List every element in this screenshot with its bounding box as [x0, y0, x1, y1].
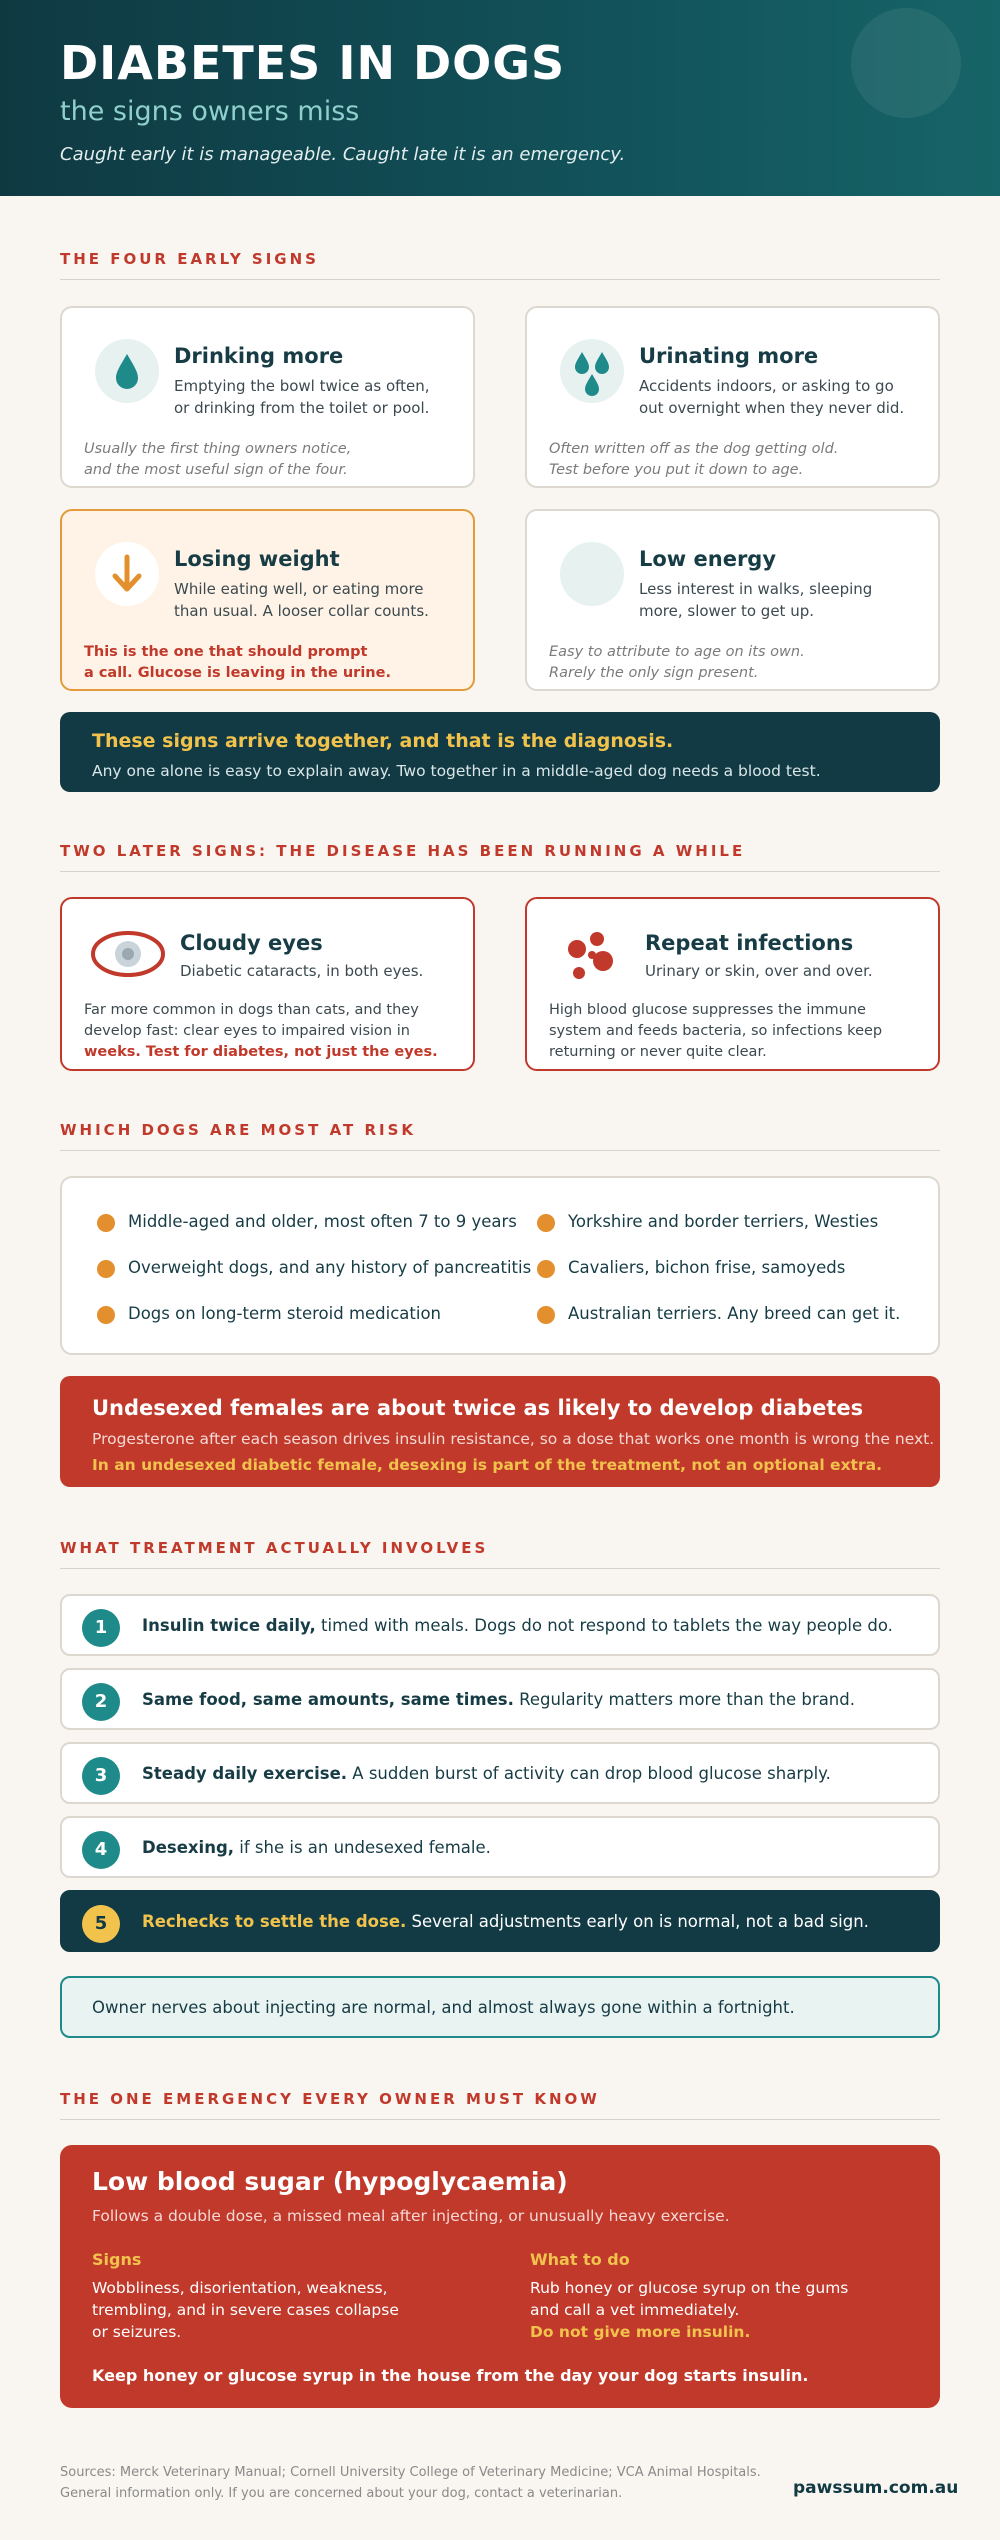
card-title: Losing weight: [174, 547, 340, 571]
page-tagline: Caught early it is manageable. Caught late it is an emergency.: [60, 144, 626, 165]
step-text: [142, 1764, 831, 1783]
todo-line: Rub honey or glucose syrup on the gums: [530, 2279, 849, 2297]
step-text: [142, 1912, 869, 1931]
card-alert-line: This is the one that should prompt: [84, 644, 368, 660]
risk-list-box: [60, 1176, 940, 1355]
card-body-line: High blood glucose suppresses the immune: [549, 1002, 866, 1018]
card-desc-line: or drinking from the toilet or pool.: [174, 399, 430, 417]
card-desc-line: Accidents indoors, or asking to go: [639, 377, 894, 395]
bacteria-icon: [563, 927, 629, 987]
card-desc-line: than usual. A looser collar counts.: [174, 602, 429, 620]
section-title: THE FOUR EARLY SIGNS: [60, 250, 319, 268]
card-note-line: Usually the first thing owners notice,: [84, 441, 352, 457]
card-note-line: Easy to attribute to age on its own.: [549, 644, 805, 660]
brand-logo-text[interactable]: pawssum.com.au: [793, 2478, 959, 2498]
section-divider: [60, 1568, 940, 1569]
card-body-line: system and feeds bacteria, so infections keep: [549, 1023, 883, 1039]
card-note-line: Test before you put it down to age.: [549, 462, 804, 478]
emergency-footer: Keep honey or glucose syrup in the house from the day your dog starts insulin.: [92, 2366, 809, 2385]
step-number: 3: [82, 1757, 120, 1795]
step-rest: Regularity matters more than the brand.: [513, 1690, 855, 1709]
water-drops-icon: [559, 338, 625, 404]
bullet-dot: [97, 1260, 115, 1278]
sources-text: Sources: Merck Veterinary Manual; Cornell University College of Veterinary Medicine; VCA Animal Hospitals.: [60, 2465, 761, 2480]
step-rest: Several adjustments early on is normal, not a bad sign.: [406, 1912, 869, 1931]
section-divider: [60, 2119, 940, 2120]
emergency-panel: [60, 2145, 940, 2408]
step-bold: Same food, same amounts, same times.: [142, 1690, 514, 1709]
decorative-circle: [851, 8, 961, 118]
step-rest: if she is an undesexed female.: [234, 1838, 491, 1857]
callout-headline: These signs arrive together, and that is the diagnosis.: [92, 730, 674, 752]
callout-headline: Undesexed females are about twice as likely to develop diabetes: [92, 1396, 864, 1420]
bullet-dot: [537, 1260, 555, 1278]
card-desc-line: Less interest in walks, sleeping: [639, 580, 873, 598]
section-later-signs-heading: [60, 842, 940, 860]
sign-card-urinating: [525, 306, 940, 488]
step-rest: A sudden burst of activity can drop blood glucose sharply.: [347, 1764, 831, 1783]
signs-heading: Signs: [92, 2250, 142, 2269]
todo-list: [530, 2277, 848, 2343]
sign-card-losing-weight: [60, 509, 475, 691]
treatment-step: [60, 1668, 940, 1730]
step-rest: timed with meals. Dogs do not respond to tablets the way people do.: [315, 1616, 893, 1635]
footer-sources: [60, 2462, 761, 2504]
section-early-signs-heading: [60, 250, 940, 268]
females-risk-callout: [60, 1376, 940, 1487]
bullet-dot: [97, 1214, 115, 1232]
callout-text: Any one alone is easy to explain away. Two together in a middle-aged dog needs a blood test.: [92, 762, 821, 780]
section-title: TWO LATER SIGNS: THE DISEASE HAS BEEN RUNNING A WHILE: [60, 842, 746, 860]
card-title: Repeat infections: [645, 931, 854, 955]
card-title: Urinating more: [639, 344, 819, 368]
emergency-subtitle: Follows a double dose, a missed meal after injecting, or unusually heavy exercise.: [92, 2207, 730, 2225]
risk-item: Yorkshire and border terriers, Westies: [568, 1212, 879, 1231]
water-drop-icon: [94, 338, 160, 404]
treatment-step: [60, 1742, 940, 1804]
step-bold: Insulin twice daily,: [142, 1616, 316, 1635]
risk-item: Dogs on long-term steroid medication: [128, 1304, 442, 1323]
reassurance-note: [60, 1976, 940, 2038]
sign-card-drinking: [60, 306, 475, 488]
signs-line: trembling, and in severe cases collapse: [92, 2301, 399, 2319]
step-number: 4: [82, 1831, 120, 1869]
card-note-line: Rarely the only sign present.: [549, 665, 759, 681]
card-body-highlight: [84, 1042, 438, 1063]
treatment-step: [60, 1594, 940, 1656]
later-card-infections: [525, 897, 940, 1071]
treatment-step: [60, 1816, 940, 1878]
section-divider: [60, 1150, 940, 1151]
card-note-line: Often written off as the dog getting old.: [549, 441, 839, 457]
card-desc: Urinary or skin, over and over.: [645, 962, 873, 980]
treatment-step-highlighted: [60, 1890, 940, 1952]
step-number: 2: [82, 1683, 120, 1721]
section-title: THE ONE EMERGENCY EVERY OWNER MUST KNOW: [60, 2090, 600, 2108]
risk-item: Middle-aged and older, most often 7 to 9 years: [128, 1212, 517, 1231]
card-title: Low energy: [639, 547, 777, 571]
card-desc-line: more, slower to get up.: [639, 602, 815, 620]
card-title: Drinking more: [174, 344, 344, 368]
card-alert-line: a call. Glucose is leaving in the urine.: [84, 665, 391, 681]
risk-item: Australian terriers. Any breed can get it.: [568, 1304, 901, 1323]
risk-item: Overweight dogs, and any history of pancreatitis: [128, 1258, 532, 1277]
step-text: [142, 1838, 491, 1857]
section-title: WHICH DOGS ARE MOST AT RISK: [60, 1121, 417, 1139]
step-text: [142, 1616, 893, 1635]
todo-line: and call a vet immediately.: [530, 2301, 740, 2319]
section-divider: [60, 871, 940, 872]
highlight-text: weeks. Test for diabetes, not just the eyes.: [84, 1044, 438, 1060]
page-subtitle: the signs owners miss: [60, 96, 360, 127]
disclaimer-text: General information only. If you are concerned about your dog, contact a veterinarian.: [60, 2486, 623, 2501]
emergency-title: Low blood sugar (hypoglycaemia): [92, 2167, 568, 2196]
crescent-moon-icon: [559, 541, 625, 607]
step-number: 5: [82, 1905, 120, 1943]
signs-line: Wobbliness, disorientation, weakness,: [92, 2279, 388, 2297]
bullet-dot: [97, 1306, 115, 1324]
card-note-line: and the most useful sign of the four.: [84, 462, 348, 478]
header-banner: [0, 0, 1000, 196]
later-card-cloudy-eyes: [60, 897, 475, 1071]
card-body-line: returning or never quite clear.: [549, 1044, 767, 1060]
eye-icon: [90, 929, 166, 979]
section-emergency-heading: [60, 2090, 940, 2108]
bullet-dot: [537, 1306, 555, 1324]
section-risk-heading: [60, 1121, 940, 1139]
step-number: 1: [82, 1609, 120, 1647]
todo-heading: What to do: [530, 2250, 630, 2269]
card-desc-line: out overnight when they never did.: [639, 399, 905, 417]
callout-highlight: In an undesexed diabetic female, desexing is part of the treatment, not an optional extra.: [92, 1456, 882, 1474]
todo-warning: Do not give more insulin.: [530, 2323, 751, 2341]
card-desc-line: While eating well, or eating more: [174, 580, 424, 598]
card-body-line: Far more common in dogs than cats, and they: [84, 1002, 419, 1018]
bullet-dot: [537, 1214, 555, 1232]
section-divider: [60, 279, 940, 280]
step-bold: Steady daily exercise.: [142, 1764, 348, 1783]
card-desc: Diabetic cataracts, in both eyes.: [180, 962, 424, 980]
card-title: Cloudy eyes: [180, 931, 323, 955]
note-text: Owner nerves about injecting are normal, and almost always gone within a fortnight.: [92, 1998, 795, 2017]
signs-line: or seizures.: [92, 2323, 182, 2341]
diagnosis-callout: [60, 712, 940, 792]
arrow-down-icon: [94, 541, 160, 607]
section-title: WHAT TREATMENT ACTUALLY INVOLVES: [60, 1539, 489, 1557]
risk-item: Cavaliers, bichon frise, samoyeds: [568, 1258, 846, 1277]
step-bold: Desexing,: [142, 1838, 235, 1857]
sign-card-low-energy: [525, 509, 940, 691]
section-treatment-heading: [60, 1539, 940, 1557]
page-title: DIABETES IN DOGS: [60, 36, 566, 90]
callout-text: Progesterone after each season drives insulin resistance, so a dose that works one month is wrong the next.: [92, 1430, 935, 1448]
step-text: [142, 1690, 855, 1709]
card-body-line: develop fast: clear eyes to impaired vision in: [84, 1023, 410, 1039]
card-desc-line: Emptying the bowl twice as often,: [174, 377, 430, 395]
step-bold: Rechecks to settle the dose.: [142, 1912, 407, 1931]
signs-list: [92, 2277, 399, 2343]
